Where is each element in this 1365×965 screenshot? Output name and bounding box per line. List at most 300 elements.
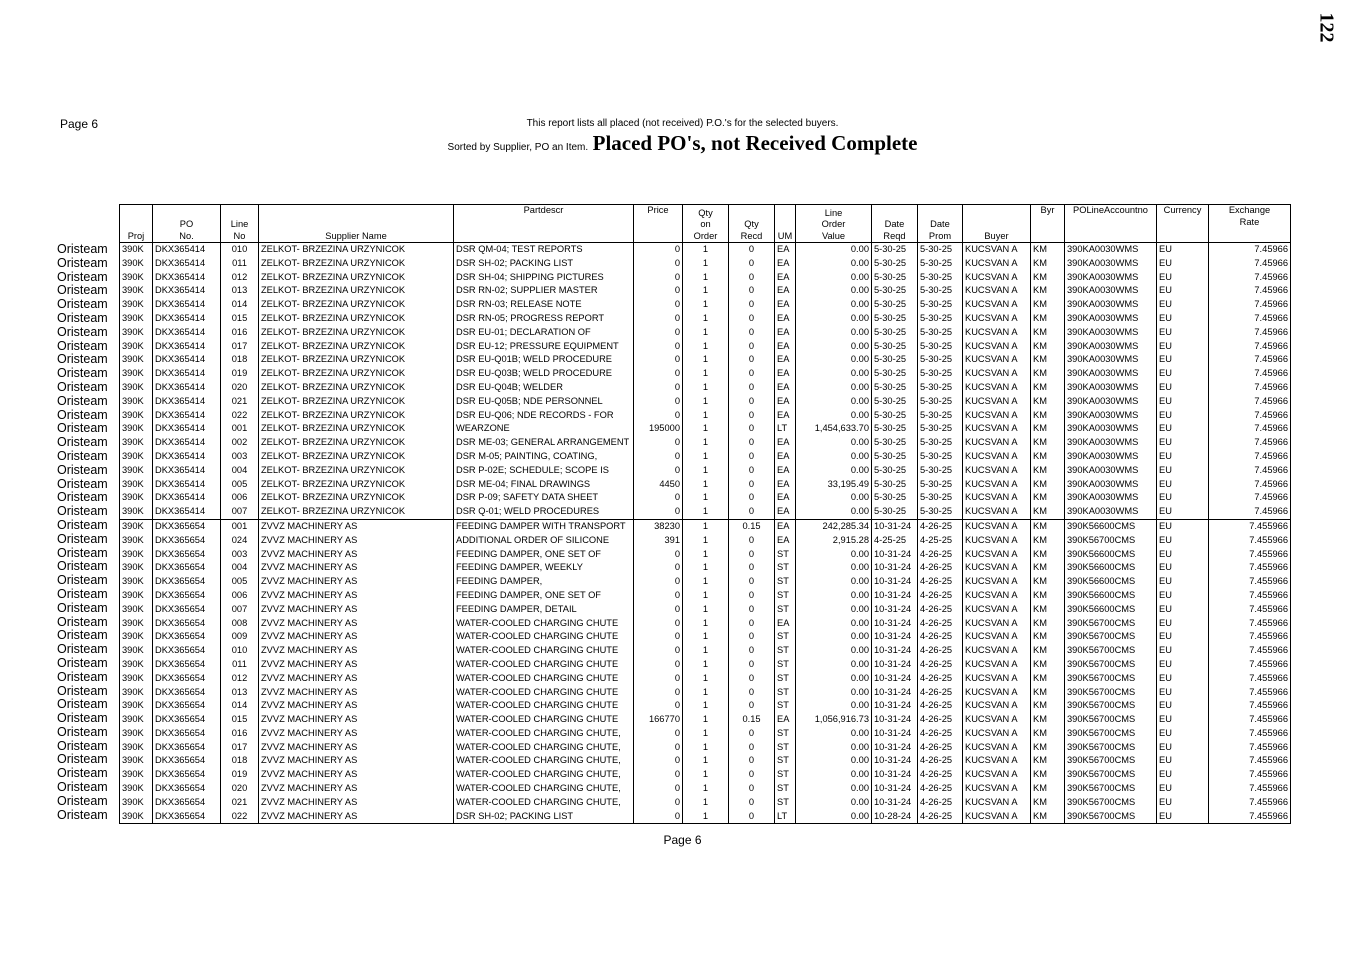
- cell-po-line-accountno: 390K56600CMS: [1065, 575, 1157, 589]
- cell-date-reqd: 10-31-24: [872, 589, 918, 603]
- table-row: [120, 271, 1291, 285]
- watermark-text: Oristeam: [57, 366, 108, 381]
- cell-um: ST: [775, 699, 796, 713]
- cell-po-line-accountno: 390KA0030WMS: [1065, 257, 1157, 271]
- table-row: [120, 699, 1291, 713]
- cell-date-prom: 4-26-25: [918, 589, 963, 603]
- cell-byr: KM: [1031, 505, 1065, 519]
- cell-partdescr: DSR EU-Q05B; NDE PERSONNEL: [454, 395, 634, 409]
- cell-price: 0: [634, 464, 683, 478]
- cell-supplier-name: ZELKOT- BRZEZINA URZYNICOK: [259, 367, 454, 381]
- cell-um: EA: [775, 478, 796, 492]
- watermark-text: Oristeam: [57, 462, 108, 477]
- cell-partdescr: DSR EU-12; PRESSURE EQUIPMENT: [454, 340, 634, 354]
- cell-proj: 390K: [120, 658, 153, 672]
- cell-exchange-rate: 7.45966: [1209, 340, 1291, 354]
- cell-byr: KM: [1031, 381, 1065, 395]
- cell-proj: 390K: [120, 326, 153, 340]
- cell-exchange-rate: 7.455966: [1209, 754, 1291, 768]
- cell-buyer: KUCSVAN A: [963, 298, 1031, 312]
- cell-date-reqd: 5-30-25: [872, 271, 918, 285]
- cell-exchange-rate: 7.45966: [1209, 353, 1291, 367]
- cell-buyer: KUCSVAN A: [963, 395, 1031, 409]
- cell-supplier-name: ZVVZ MACHINERY AS: [259, 644, 454, 658]
- cell-buyer: KUCSVAN A: [963, 243, 1031, 257]
- cell-proj: 390K: [120, 644, 153, 658]
- cell-po-no: DKX365414: [153, 243, 221, 257]
- watermark-text: Oristeam: [57, 793, 108, 808]
- cell-buyer: KUCSVAN A: [963, 727, 1031, 741]
- cell-price: 0: [634, 617, 683, 631]
- cell-byr: KM: [1031, 617, 1065, 631]
- cell-date-reqd: 10-31-24: [872, 630, 918, 644]
- cell-date-reqd: 10-31-24: [872, 519, 918, 533]
- cell-date-prom: 5-30-25: [918, 326, 963, 340]
- cell-proj: 390K: [120, 617, 153, 631]
- cell-um: ST: [775, 686, 796, 700]
- cell-qty-recd: 0: [729, 243, 775, 257]
- cell-exchange-rate: 7.455966: [1209, 548, 1291, 562]
- cell-line-no: 019: [221, 367, 259, 381]
- cell-price: 0: [634, 340, 683, 354]
- cell-line-order-value: 0.00: [796, 617, 872, 631]
- cell-byr: KM: [1031, 630, 1065, 644]
- cell-line-no: 018: [221, 754, 259, 768]
- cell-um: EA: [775, 298, 796, 312]
- cell-um: ST: [775, 589, 796, 603]
- cell-proj: 390K: [120, 713, 153, 727]
- cell-line-no: 005: [221, 478, 259, 492]
- cell-qty-recd: 0: [729, 340, 775, 354]
- report-title: Placed PO's, not Received Complete: [592, 131, 918, 155]
- column-header-line-no: Line No: [221, 205, 259, 243]
- watermark-text: Oristeam: [57, 573, 108, 588]
- cell-qty-recd: 0: [729, 699, 775, 713]
- cell-qty-recd: 0: [729, 312, 775, 326]
- cell-date-reqd: 10-31-24: [872, 768, 918, 782]
- cell-supplier-name: ZELKOT- BRZEZINA URZYNICOK: [259, 409, 454, 423]
- cell-price: 0: [634, 810, 683, 824]
- cell-po-no: DKX365414: [153, 284, 221, 298]
- cell-price: 0: [634, 603, 683, 617]
- cell-qty-recd: 0: [729, 768, 775, 782]
- cell-byr: KM: [1031, 271, 1065, 285]
- cell-po-line-accountno: 390KA0030WMS: [1065, 450, 1157, 464]
- cell-line-no: 022: [221, 810, 259, 824]
- cell-byr: KM: [1031, 491, 1065, 505]
- cell-date-reqd: 10-31-24: [872, 699, 918, 713]
- table-row: [120, 491, 1291, 505]
- cell-po-line-accountno: 390KA0030WMS: [1065, 243, 1157, 257]
- cell-qty-on-order: 1: [683, 436, 729, 450]
- cell-line-order-value: 0.00: [796, 741, 872, 755]
- cell-po-no: DKX365654: [153, 782, 221, 796]
- cell-line-order-value: 0.00: [796, 409, 872, 423]
- cell-po-no: DKX365414: [153, 326, 221, 340]
- table-row: [120, 450, 1291, 464]
- cell-price: 0: [634, 367, 683, 381]
- cell-date-prom: 4-26-25: [918, 686, 963, 700]
- cell-date-reqd: 10-31-24: [872, 741, 918, 755]
- cell-buyer: KUCSVAN A: [963, 713, 1031, 727]
- cell-byr: KM: [1031, 519, 1065, 533]
- cell-um: ST: [775, 727, 796, 741]
- cell-proj: 390K: [120, 298, 153, 312]
- cell-proj: 390K: [120, 478, 153, 492]
- cell-date-prom: 4-26-25: [918, 630, 963, 644]
- cell-line-no: 018: [221, 353, 259, 367]
- cell-partdescr: FEEDING DAMPER,: [454, 575, 634, 589]
- cell-currency: EU: [1157, 257, 1209, 271]
- cell-currency: EU: [1157, 505, 1209, 519]
- cell-date-prom: 4-25-25: [918, 534, 963, 548]
- cell-po-no: DKX365414: [153, 381, 221, 395]
- cell-partdescr: WATER-COOLED CHARGING CHUTE: [454, 686, 634, 700]
- cell-date-prom: 4-26-25: [918, 548, 963, 562]
- cell-date-reqd: 5-30-25: [872, 312, 918, 326]
- cell-line-order-value: 0.00: [796, 630, 872, 644]
- column-header-um: UM: [775, 205, 796, 243]
- cell-partdescr: DSR SH-04; SHIPPING PICTURES: [454, 271, 634, 285]
- cell-date-reqd: 5-30-25: [872, 340, 918, 354]
- cell-proj: 390K: [120, 271, 153, 285]
- cell-qty-recd: 0: [729, 478, 775, 492]
- watermark-text: Oristeam: [57, 476, 108, 491]
- cell-partdescr: DSR SH-02; PACKING LIST: [454, 257, 634, 271]
- cell-exchange-rate: 7.455966: [1209, 782, 1291, 796]
- cell-proj: 390K: [120, 603, 153, 617]
- cell-currency: EU: [1157, 589, 1209, 603]
- cell-po-no: DKX365414: [153, 450, 221, 464]
- cell-date-prom: 5-30-25: [918, 409, 963, 423]
- cell-byr: KM: [1031, 603, 1065, 617]
- cell-date-prom: 4-26-25: [918, 561, 963, 575]
- cell-supplier-name: ZVVZ MACHINERY AS: [259, 561, 454, 575]
- cell-line-order-value: 242,285.34: [796, 519, 872, 533]
- cell-currency: EU: [1157, 409, 1209, 423]
- cell-um: ST: [775, 548, 796, 562]
- cell-line-no: 013: [221, 686, 259, 700]
- cell-date-prom: 4-26-25: [918, 768, 963, 782]
- cell-exchange-rate: 7.45966: [1209, 450, 1291, 464]
- cell-qty-recd: 0: [729, 658, 775, 672]
- cell-buyer: KUCSVAN A: [963, 672, 1031, 686]
- watermark-text: Oristeam: [57, 310, 108, 325]
- watermark-text: Oristeam: [57, 324, 108, 339]
- column-header-line-order-value: Line Order Value: [796, 205, 872, 243]
- cell-buyer: KUCSVAN A: [963, 658, 1031, 672]
- watermark-text: Oristeam: [57, 504, 108, 519]
- cell-exchange-rate: 7.455966: [1209, 561, 1291, 575]
- cell-partdescr: DSR RN-05; PROGRESS REPORT: [454, 312, 634, 326]
- cell-date-reqd: 10-31-24: [872, 658, 918, 672]
- cell-exchange-rate: 7.455966: [1209, 617, 1291, 631]
- cell-partdescr: WATER-COOLED CHARGING CHUTE: [454, 699, 634, 713]
- cell-buyer: KUCSVAN A: [963, 409, 1031, 423]
- cell-um: ST: [775, 754, 796, 768]
- cell-buyer: KUCSVAN A: [963, 519, 1031, 533]
- cell-partdescr: WATER-COOLED CHARGING CHUTE: [454, 713, 634, 727]
- cell-qty-recd: 0: [729, 326, 775, 340]
- cell-po-no: DKX365414: [153, 464, 221, 478]
- cell-proj: 390K: [120, 340, 153, 354]
- cell-supplier-name: ZELKOT- BRZEZINA URZYNICOK: [259, 257, 454, 271]
- column-header-qty-recd: Qty Recd: [729, 205, 775, 243]
- cell-po-line-accountno: 390K56600CMS: [1065, 603, 1157, 617]
- cell-date-reqd: 5-30-25: [872, 257, 918, 271]
- cell-po-line-accountno: 390KA0030WMS: [1065, 422, 1157, 436]
- cell-line-no: 007: [221, 603, 259, 617]
- cell-po-line-accountno: 390K56700CMS: [1065, 727, 1157, 741]
- cell-currency: EU: [1157, 312, 1209, 326]
- cell-buyer: KUCSVAN A: [963, 796, 1031, 810]
- cell-date-reqd: 5-30-25: [872, 450, 918, 464]
- table-row: [120, 534, 1291, 548]
- cell-proj: 390K: [120, 367, 153, 381]
- cell-um: ST: [775, 561, 796, 575]
- cell-proj: 390K: [120, 519, 153, 533]
- cell-line-order-value: 0.00: [796, 243, 872, 257]
- cell-partdescr: DSR M-05; PAINTING, COATING,: [454, 450, 634, 464]
- table-row: [120, 548, 1291, 562]
- cell-po-no: DKX365654: [153, 796, 221, 810]
- cell-um: EA: [775, 464, 796, 478]
- cell-exchange-rate: 7.455966: [1209, 713, 1291, 727]
- cell-line-order-value: 0.00: [796, 436, 872, 450]
- cell-price: 0: [634, 768, 683, 782]
- cell-po-no: DKX365654: [153, 644, 221, 658]
- cell-currency: EU: [1157, 340, 1209, 354]
- cell-date-prom: 5-30-25: [918, 436, 963, 450]
- cell-partdescr: DSR P-02E; SCHEDULE; SCOPE IS: [454, 464, 634, 478]
- cell-buyer: KUCSVAN A: [963, 548, 1031, 562]
- cell-date-prom: 4-26-25: [918, 810, 963, 824]
- cell-line-order-value: 0.00: [796, 548, 872, 562]
- title-line: [0, 131, 1365, 156]
- table-row: [120, 326, 1291, 340]
- cell-partdescr: DSR EU-01; DECLARATION OF: [454, 326, 634, 340]
- cell-line-no: 004: [221, 561, 259, 575]
- cell-po-line-accountno: 390KA0030WMS: [1065, 326, 1157, 340]
- cell-supplier-name: ZELKOT- BRZEZINA URZYNICOK: [259, 491, 454, 505]
- column-header-proj: Proj: [120, 205, 153, 243]
- cell-line-no: 006: [221, 491, 259, 505]
- cell-currency: EU: [1157, 630, 1209, 644]
- cell-date-reqd: 10-31-24: [872, 644, 918, 658]
- cell-po-line-accountno: 390K56700CMS: [1065, 713, 1157, 727]
- cell-um: EA: [775, 713, 796, 727]
- cell-exchange-rate: 7.45966: [1209, 298, 1291, 312]
- column-header-currency: Currency: [1157, 205, 1209, 243]
- cell-exchange-rate: 7.455966: [1209, 727, 1291, 741]
- cell-po-line-accountno: 390K56700CMS: [1065, 796, 1157, 810]
- cell-buyer: KUCSVAN A: [963, 312, 1031, 326]
- table-row: [120, 617, 1291, 631]
- cell-qty-recd: 0: [729, 575, 775, 589]
- cell-line-no: 006: [221, 589, 259, 603]
- cell-date-reqd: 10-31-24: [872, 686, 918, 700]
- cell-partdescr: WATER-COOLED CHARGING CHUTE: [454, 630, 634, 644]
- corner-page-number: 122: [1315, 12, 1338, 43]
- cell-um: EA: [775, 617, 796, 631]
- watermark-text: Oristeam: [57, 807, 108, 822]
- cell-supplier-name: ZELKOT- BRZEZINA URZYNICOK: [259, 505, 454, 519]
- cell-proj: 390K: [120, 741, 153, 755]
- cell-currency: EU: [1157, 367, 1209, 381]
- cell-line-order-value: 2,915.28: [796, 534, 872, 548]
- cell-currency: EU: [1157, 326, 1209, 340]
- cell-line-no: 012: [221, 672, 259, 686]
- cell-price: 0: [634, 699, 683, 713]
- cell-proj: 390K: [120, 575, 153, 589]
- cell-po-no: DKX365414: [153, 271, 221, 285]
- cell-qty-on-order: 1: [683, 575, 729, 589]
- cell-supplier-name: ZVVZ MACHINERY AS: [259, 617, 454, 631]
- cell-buyer: KUCSVAN A: [963, 367, 1031, 381]
- cell-exchange-rate: 7.455966: [1209, 603, 1291, 617]
- cell-byr: KM: [1031, 658, 1065, 672]
- watermark-text: Oristeam: [57, 393, 108, 408]
- cell-po-line-accountno: 390KA0030WMS: [1065, 312, 1157, 326]
- cell-line-no: 005: [221, 575, 259, 589]
- cell-exchange-rate: 7.455966: [1209, 699, 1291, 713]
- cell-buyer: KUCSVAN A: [963, 534, 1031, 548]
- cell-qty-recd: 0: [729, 284, 775, 298]
- cell-qty-recd: 0: [729, 422, 775, 436]
- cell-um: EA: [775, 243, 796, 257]
- cell-currency: EU: [1157, 686, 1209, 700]
- cell-supplier-name: ZVVZ MACHINERY AS: [259, 519, 454, 533]
- cell-po-line-accountno: 390K56600CMS: [1065, 519, 1157, 533]
- cell-price: 0: [634, 381, 683, 395]
- cell-buyer: KUCSVAN A: [963, 589, 1031, 603]
- cell-supplier-name: ZVVZ MACHINERY AS: [259, 754, 454, 768]
- cell-proj: 390K: [120, 727, 153, 741]
- cell-currency: EU: [1157, 713, 1209, 727]
- cell-date-prom: 4-26-25: [918, 782, 963, 796]
- cell-po-no: DKX365654: [153, 672, 221, 686]
- cell-date-reqd: 10-31-24: [872, 672, 918, 686]
- cell-po-line-accountno: 390K56600CMS: [1065, 589, 1157, 603]
- cell-line-no: 008: [221, 617, 259, 631]
- cell-byr: KM: [1031, 464, 1065, 478]
- cell-price: 0: [634, 548, 683, 562]
- cell-um: EA: [775, 367, 796, 381]
- cell-qty-on-order: 1: [683, 754, 729, 768]
- watermark-text: Oristeam: [57, 352, 108, 367]
- cell-line-order-value: 0.00: [796, 589, 872, 603]
- watermark-column: [57, 243, 121, 822]
- cell-qty-on-order: 1: [683, 284, 729, 298]
- cell-qty-on-order: 1: [683, 340, 729, 354]
- cell-date-reqd: 10-31-24: [872, 754, 918, 768]
- cell-um: LT: [775, 422, 796, 436]
- cell-date-prom: 5-30-25: [918, 312, 963, 326]
- cell-line-no: 015: [221, 312, 259, 326]
- cell-supplier-name: ZVVZ MACHINERY AS: [259, 713, 454, 727]
- cell-price: 0: [634, 257, 683, 271]
- cell-supplier-name: ZELKOT- BRZEZINA URZYNICOK: [259, 243, 454, 257]
- cell-price: 0: [634, 271, 683, 285]
- table-row: [120, 284, 1291, 298]
- cell-um: EA: [775, 284, 796, 298]
- cell-po-no: DKX365654: [153, 713, 221, 727]
- cell-proj: 390K: [120, 491, 153, 505]
- cell-po-no: DKX365414: [153, 409, 221, 423]
- watermark-text: Oristeam: [57, 669, 108, 684]
- table-row: [120, 519, 1291, 533]
- cell-qty-recd: 0: [729, 534, 775, 548]
- cell-date-prom: 5-30-25: [918, 395, 963, 409]
- cell-qty-on-order: 1: [683, 353, 729, 367]
- table-row: [120, 464, 1291, 478]
- table-row: [120, 741, 1291, 755]
- table-body: [120, 243, 1291, 824]
- cell-po-line-accountno: 390KA0030WMS: [1065, 436, 1157, 450]
- cell-supplier-name: ZELKOT- BRZEZINA URZYNICOK: [259, 312, 454, 326]
- cell-currency: EU: [1157, 243, 1209, 257]
- cell-byr: KM: [1031, 284, 1065, 298]
- cell-currency: EU: [1157, 768, 1209, 782]
- table-row: [120, 367, 1291, 381]
- cell-proj: 390K: [120, 810, 153, 824]
- cell-qty-recd: 0: [729, 686, 775, 700]
- cell-line-no: 021: [221, 796, 259, 810]
- cell-line-order-value: 0.00: [796, 782, 872, 796]
- cell-line-order-value: 0.00: [796, 271, 872, 285]
- cell-buyer: KUCSVAN A: [963, 630, 1031, 644]
- cell-line-no: 015: [221, 713, 259, 727]
- cell-line-no: 002: [221, 436, 259, 450]
- cell-line-order-value: 0.00: [796, 561, 872, 575]
- cell-partdescr: DSR QM-04; TEST REPORTS: [454, 243, 634, 257]
- cell-currency: EU: [1157, 561, 1209, 575]
- cell-currency: EU: [1157, 478, 1209, 492]
- cell-po-no: DKX365414: [153, 395, 221, 409]
- cell-line-order-value: 0.00: [796, 367, 872, 381]
- table-row: [120, 768, 1291, 782]
- cell-price: 0: [634, 409, 683, 423]
- cell-price: 0: [634, 630, 683, 644]
- cell-byr: KM: [1031, 409, 1065, 423]
- cell-exchange-rate: 7.45966: [1209, 326, 1291, 340]
- cell-supplier-name: ZELKOT- BRZEZINA URZYNICOK: [259, 284, 454, 298]
- cell-date-prom: 5-30-25: [918, 491, 963, 505]
- cell-currency: EU: [1157, 422, 1209, 436]
- watermark-text: Oristeam: [57, 545, 108, 560]
- cell-partdescr: DSR Q-01; WELD PROCEDURES: [454, 505, 634, 519]
- cell-line-no: 014: [221, 298, 259, 312]
- cell-supplier-name: ZVVZ MACHINERY AS: [259, 686, 454, 700]
- cell-um: EA: [775, 340, 796, 354]
- cell-qty-on-order: 1: [683, 672, 729, 686]
- table-header-row: [120, 205, 1291, 243]
- cell-qty-recd: 0: [729, 257, 775, 271]
- cell-exchange-rate: 7.455966: [1209, 519, 1291, 533]
- cell-date-reqd: 10-28-24: [872, 810, 918, 824]
- cell-partdescr: DSR EU-Q04B; WELDER: [454, 381, 634, 395]
- cell-supplier-name: ZELKOT- BRZEZINA URZYNICOK: [259, 340, 454, 354]
- cell-byr: KM: [1031, 644, 1065, 658]
- cell-currency: EU: [1157, 381, 1209, 395]
- cell-po-line-accountno: 390KA0030WMS: [1065, 284, 1157, 298]
- cell-line-order-value: 0.00: [796, 603, 872, 617]
- cell-qty-recd: 0: [729, 589, 775, 603]
- table-row: [120, 243, 1291, 257]
- cell-date-reqd: 5-30-25: [872, 422, 918, 436]
- cell-date-reqd: 5-30-25: [872, 243, 918, 257]
- cell-line-order-value: 0.00: [796, 450, 872, 464]
